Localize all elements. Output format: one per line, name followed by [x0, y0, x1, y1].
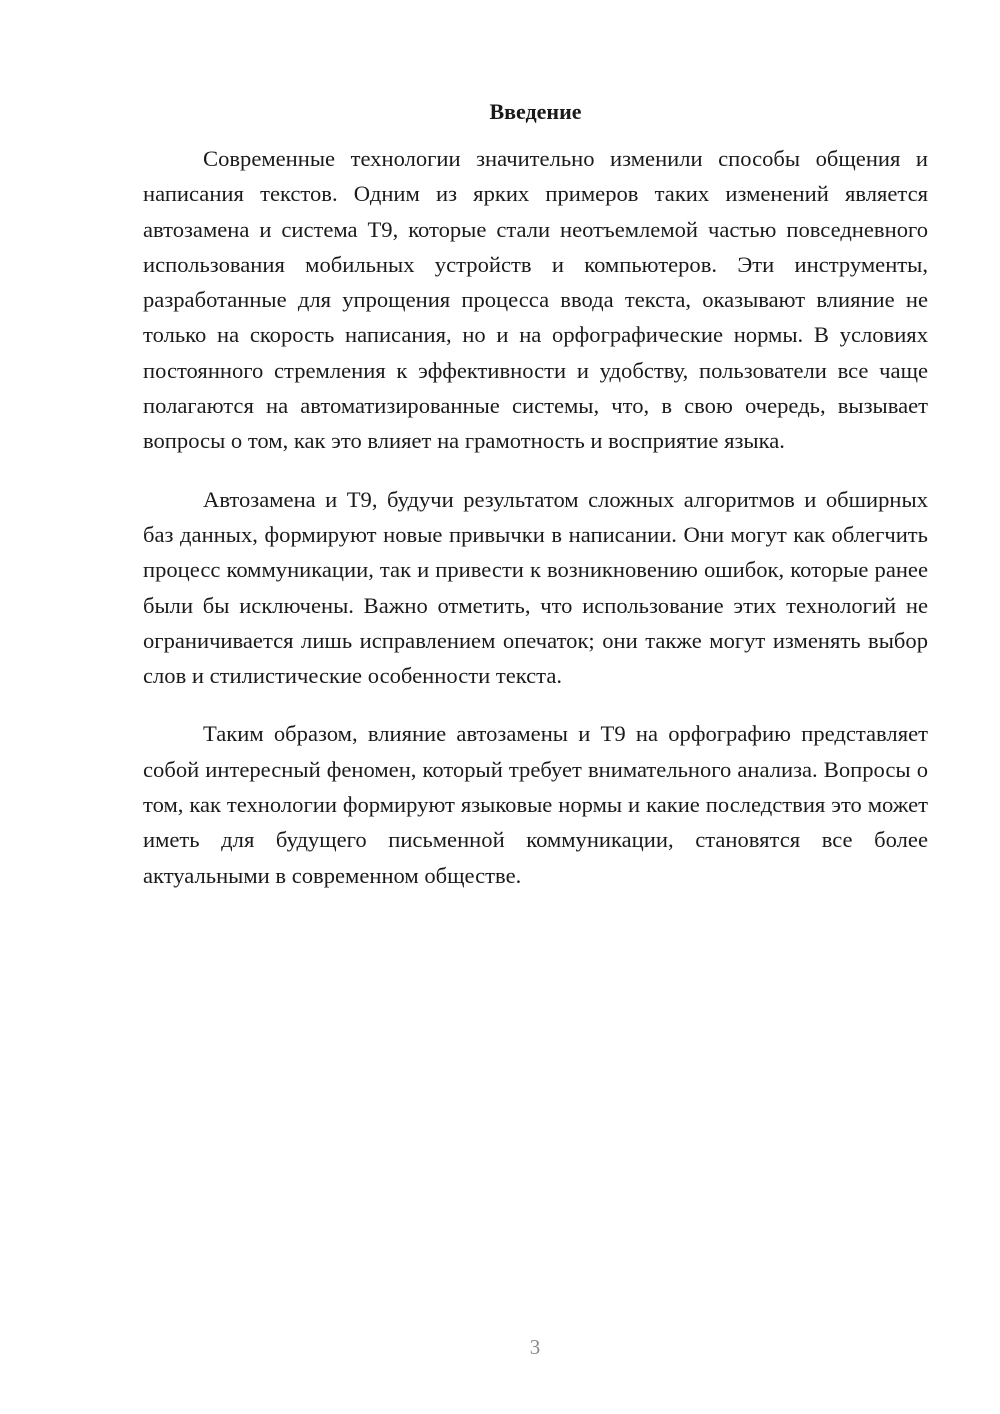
body-text: [143, 141, 928, 916]
page-number: 3: [529, 1335, 541, 1359]
paragraph-3: Таким образом, влияние автозамены и T9 на орфографию представляет собой интересный феномен, который требует внимательного анализа. Вопросы о том, как технологии формируют языковые нормы и какие последствия это может иметь для будущего письменной коммуникации, становятся все более актуальными в современном обществе.: [143, 721, 928, 888]
paragraph-1: Современные технологии значительно изменили способы общения и написания текстов. Одним из ярких примеров таких изменений является автозамена и система T9, которые стали неотъемлемой частью повседневного использования мобильных устройств и компьютеров. Эти инструменты, разработанные для упрощения процесса ввода текста, оказывают влияние не только на скорость написания, но и на орфографические нормы. В условиях постоянного стремления к эффективности и удобству, пользователи все чаще полагаются на автоматизированные системы, что, в свою очередь, вызывает вопросы о том, как это влияет на грамотность и восприятие языка.: [143, 146, 928, 454]
section-heading: Введение: [489, 99, 582, 124]
paragraph-2: Автозамена и T9, будучи результатом сложных алгоритмов и обширных баз данных, формируют новые привычки в написании. Они могут как облегчить процесс коммуникации, так и привести к возникновению ошибок, которые ранее были бы исключены. Важно отметить, что использование этих технологий не ограничивается лишь исправлением опечаток; они также могут изменять выбор слов и стилистические особенности текста.: [143, 486, 928, 689]
